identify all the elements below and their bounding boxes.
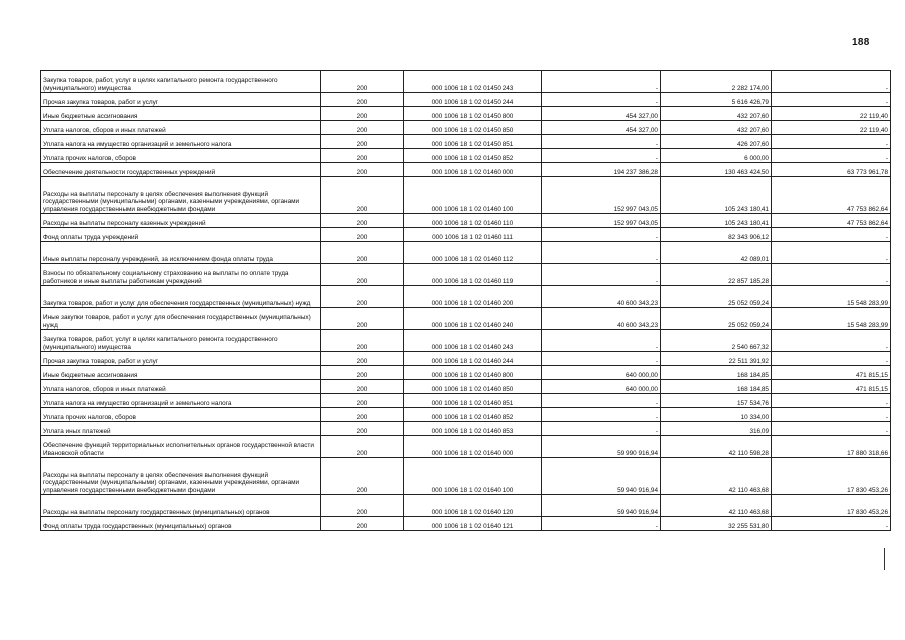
- cell-budget-classification-code: 000 1006 18 1 02 01640 121: [404, 517, 542, 531]
- cell-executed-amount: 432 207,60: [661, 107, 772, 121]
- cell-executed-amount: 157 534,76: [661, 394, 772, 408]
- table-row: [41, 436, 891, 458]
- cell-line-code: 200: [321, 366, 404, 380]
- cell-unexecuted-amount: -: [772, 149, 891, 163]
- cell-executed-amount: 25 052 059,24: [661, 308, 772, 330]
- cell-line-code: 200: [321, 71, 404, 93]
- cell-executed-amount: 32 255 531,80: [661, 517, 772, 531]
- cell-unexecuted-amount: 47 753 862,64: [772, 214, 891, 228]
- cell-executed-amount: 10 334,00: [661, 408, 772, 422]
- cell-budget-classification-code: 000 1006 18 1 02 01460 853: [404, 422, 542, 436]
- cell-unexecuted-amount: -: [772, 394, 891, 408]
- cell-unexecuted-amount: -: [772, 264, 891, 286]
- cell-executed-amount: 168 184,85: [661, 366, 772, 380]
- cell-executed-amount: 82 343 906,12: [661, 228, 772, 242]
- cell-unexecuted-amount: -: [772, 93, 891, 107]
- cell-approved-amount: -: [542, 149, 661, 163]
- cell-approved-amount: 59 940 916,94: [542, 495, 661, 517]
- cell-budget-classification-code: 000 1006 18 1 02 01450 243: [404, 71, 542, 93]
- cell-unexecuted-amount: 471 815,15: [772, 366, 891, 380]
- cell-budget-classification-code: 000 1006 18 1 02 01450 800: [404, 107, 542, 121]
- cell-budget-classification-code: 000 1006 18 1 02 01460 111: [404, 228, 542, 242]
- cell-line-code: 200: [321, 380, 404, 394]
- cell-budget-classification-code: 000 1006 18 1 02 01460 852: [404, 408, 542, 422]
- cell-executed-amount: 316,09: [661, 422, 772, 436]
- cell-expense-name: Уплата иных платежей: [41, 422, 321, 436]
- cell-line-code: 200: [321, 458, 404, 495]
- cell-unexecuted-amount: 22 119,40: [772, 107, 891, 121]
- cell-budget-classification-code: 000 1006 18 1 02 01460 240: [404, 308, 542, 330]
- cell-budget-classification-code: 000 1006 18 1 02 01460 110: [404, 214, 542, 228]
- cell-expense-name: Уплата налогов, сборов и иных платежей: [41, 380, 321, 394]
- table-row: [41, 107, 891, 121]
- cell-unexecuted-amount: -: [772, 228, 891, 242]
- cell-unexecuted-amount: 47 753 862,64: [772, 177, 891, 214]
- cell-executed-amount: 42 110 463,68: [661, 495, 772, 517]
- cell-budget-classification-code: 000 1006 18 1 02 01450 850: [404, 121, 542, 135]
- cell-executed-amount: 130 463 424,50: [661, 163, 772, 177]
- cell-executed-amount: 25 052 059,24: [661, 286, 772, 308]
- cell-expense-name: Прочая закупка товаров, работ и услуг: [41, 93, 321, 107]
- cell-expense-name: Взносы по обязательному социальному страхованию на выплаты по оплате труда работников и иные выплаты работникам учреждений: [41, 264, 321, 286]
- cell-line-code: 200: [321, 228, 404, 242]
- cell-line-code: 200: [321, 264, 404, 286]
- cell-executed-amount: 168 184,85: [661, 380, 772, 394]
- cell-approved-amount: -: [542, 71, 661, 93]
- cell-line-code: 200: [321, 330, 404, 352]
- cell-unexecuted-amount: -: [772, 408, 891, 422]
- cell-unexecuted-amount: -: [772, 242, 891, 264]
- cell-expense-name: Расходы на выплаты персоналу казенных учреждений: [41, 214, 321, 228]
- cell-executed-amount: 2 282 174,00: [661, 71, 772, 93]
- cell-budget-classification-code: 000 1006 18 1 02 01640 000: [404, 436, 542, 458]
- cell-approved-amount: 640 000,00: [542, 380, 661, 394]
- cell-budget-classification-code: 000 1006 18 1 02 01450 851: [404, 135, 542, 149]
- cell-executed-amount: 105 243 180,41: [661, 214, 772, 228]
- cell-executed-amount: 42 110 463,68: [661, 458, 772, 495]
- cell-budget-classification-code: 000 1006 18 1 02 01640 120: [404, 495, 542, 517]
- cell-unexecuted-amount: 63 773 961,78: [772, 163, 891, 177]
- cell-expense-name: Закупка товаров, работ, услуг в целях капитального ремонта государственного (муниципального) имущества: [41, 330, 321, 352]
- table-row: [41, 517, 891, 531]
- cell-line-code: 200: [321, 135, 404, 149]
- cell-line-code: 200: [321, 408, 404, 422]
- cell-approved-amount: 454 327,00: [542, 121, 661, 135]
- table-row: [41, 458, 891, 495]
- table-row: [41, 149, 891, 163]
- budget-execution-table: [40, 70, 891, 531]
- cell-budget-classification-code: 000 1006 18 1 02 01460 000: [404, 163, 542, 177]
- table-row: [41, 93, 891, 107]
- cell-unexecuted-amount: 17 830 453,26: [772, 495, 891, 517]
- table-row: [41, 286, 891, 308]
- cell-approved-amount: -: [542, 408, 661, 422]
- cell-approved-amount: 194 237 386,28: [542, 163, 661, 177]
- cell-line-code: 200: [321, 495, 404, 517]
- cell-approved-amount: 40 600 343,23: [542, 286, 661, 308]
- cell-line-code: 200: [321, 517, 404, 531]
- cell-line-code: 200: [321, 286, 404, 308]
- cell-approved-amount: 640 000,00: [542, 366, 661, 380]
- cell-unexecuted-amount: 17 880 318,66: [772, 436, 891, 458]
- cell-expense-name: Расходы на выплаты персоналу государственных (муниципальных) органов: [41, 495, 321, 517]
- cell-expense-name: Иные бюджетные ассигнования: [41, 107, 321, 121]
- cell-approved-amount: -: [542, 394, 661, 408]
- cell-line-code: 200: [321, 107, 404, 121]
- margin-mark: [884, 548, 885, 570]
- table-row: [41, 366, 891, 380]
- cell-expense-name: Прочая закупка товаров, работ и услуг: [41, 352, 321, 366]
- cell-expense-name: Иные закупки товаров, работ и услуг для обеспечения государственных (муниципальных) нужд: [41, 308, 321, 330]
- cell-executed-amount: 42 089,01: [661, 242, 772, 264]
- cell-line-code: 200: [321, 352, 404, 366]
- cell-expense-name: Фонд оплаты труда учреждений: [41, 228, 321, 242]
- table-row: [41, 408, 891, 422]
- cell-unexecuted-amount: 15 548 283,99: [772, 308, 891, 330]
- cell-budget-classification-code: 000 1006 18 1 02 01640 100: [404, 458, 542, 495]
- cell-executed-amount: 22 511 391,92: [661, 352, 772, 366]
- cell-approved-amount: 59 990 916,94: [542, 436, 661, 458]
- table-row: [41, 214, 891, 228]
- table-body: [41, 71, 891, 531]
- cell-executed-amount: 42 110 598,28: [661, 436, 772, 458]
- cell-line-code: 200: [321, 177, 404, 214]
- cell-line-code: 200: [321, 242, 404, 264]
- cell-approved-amount: -: [542, 352, 661, 366]
- cell-budget-classification-code: 000 1006 18 1 02 01460 100: [404, 177, 542, 214]
- cell-executed-amount: 432 207,60: [661, 121, 772, 135]
- cell-approved-amount: 152 997 043,05: [542, 214, 661, 228]
- cell-budget-classification-code: 000 1006 18 1 02 01450 244: [404, 93, 542, 107]
- cell-approved-amount: -: [542, 264, 661, 286]
- cell-line-code: 200: [321, 149, 404, 163]
- cell-line-code: 200: [321, 214, 404, 228]
- cell-approved-amount: -: [542, 228, 661, 242]
- cell-expense-name: Иные бюджетные ассигнования: [41, 366, 321, 380]
- table-row: [41, 177, 891, 214]
- cell-budget-classification-code: 000 1006 18 1 02 01460 200: [404, 286, 542, 308]
- cell-approved-amount: -: [542, 422, 661, 436]
- cell-expense-name: Уплата прочих налогов, сборов: [41, 149, 321, 163]
- cell-unexecuted-amount: -: [772, 135, 891, 149]
- cell-line-code: 200: [321, 121, 404, 135]
- table-row: [41, 352, 891, 366]
- cell-expense-name: Обеспечение функций территориальных исполнительных органов государственной власти Ивановской области: [41, 436, 321, 458]
- table-row: [41, 264, 891, 286]
- cell-executed-amount: 2 540 667,32: [661, 330, 772, 352]
- cell-unexecuted-amount: 471 815,15: [772, 380, 891, 394]
- cell-budget-classification-code: 000 1006 18 1 02 01460 850: [404, 380, 542, 394]
- cell-budget-classification-code: 000 1006 18 1 02 01460 243: [404, 330, 542, 352]
- cell-budget-classification-code: 000 1006 18 1 02 01460 119: [404, 264, 542, 286]
- cell-line-code: 200: [321, 163, 404, 177]
- cell-budget-classification-code: 000 1006 18 1 02 01450 852: [404, 149, 542, 163]
- cell-unexecuted-amount: -: [772, 422, 891, 436]
- cell-unexecuted-amount: 22 119,40: [772, 121, 891, 135]
- cell-budget-classification-code: 000 1006 18 1 02 01460 112: [404, 242, 542, 264]
- cell-approved-amount: -: [542, 242, 661, 264]
- cell-expense-name: Закупка товаров, работ, услуг в целях капитального ремонта государственного (муниципального) имущества: [41, 71, 321, 93]
- table-row: [41, 495, 891, 517]
- cell-approved-amount: -: [542, 135, 661, 149]
- cell-line-code: 200: [321, 394, 404, 408]
- cell-line-code: 200: [321, 422, 404, 436]
- cell-approved-amount: -: [542, 330, 661, 352]
- cell-unexecuted-amount: -: [772, 71, 891, 93]
- cell-approved-amount: -: [542, 93, 661, 107]
- cell-expense-name: Уплата налога на имущество организаций и земельного налога: [41, 135, 321, 149]
- cell-approved-amount: 152 997 043,05: [542, 177, 661, 214]
- cell-unexecuted-amount: -: [772, 517, 891, 531]
- cell-approved-amount: 40 600 343,23: [542, 308, 661, 330]
- cell-unexecuted-amount: 17 830 453,26: [772, 458, 891, 495]
- table-row: [41, 163, 891, 177]
- table-row: [41, 422, 891, 436]
- table-row: [41, 308, 891, 330]
- cell-executed-amount: 5 616 426,79: [661, 93, 772, 107]
- cell-expense-name: Закупка товаров, работ и услуг для обеспечения государственных (муниципальных) нужд: [41, 286, 321, 308]
- table-row: [41, 121, 891, 135]
- cell-budget-classification-code: 000 1006 18 1 02 01460 244: [404, 352, 542, 366]
- cell-approved-amount: -: [542, 517, 661, 531]
- cell-expense-name: Уплата налога на имущество организаций и земельного налога: [41, 394, 321, 408]
- table-row: [41, 71, 891, 93]
- cell-line-code: 200: [321, 308, 404, 330]
- cell-approved-amount: 59 940 916,94: [542, 458, 661, 495]
- cell-budget-classification-code: 000 1006 18 1 02 01460 800: [404, 366, 542, 380]
- cell-unexecuted-amount: 15 548 283,99: [772, 286, 891, 308]
- cell-budget-classification-code: 000 1006 18 1 02 01460 851: [404, 394, 542, 408]
- table-row: [41, 242, 891, 264]
- cell-expense-name: Уплата налогов, сборов и иных платежей: [41, 121, 321, 135]
- table-row: [41, 380, 891, 394]
- cell-unexecuted-amount: -: [772, 330, 891, 352]
- cell-expense-name: Фонд оплаты труда государственных (муниципальных) органов: [41, 517, 321, 531]
- cell-unexecuted-amount: -: [772, 352, 891, 366]
- cell-approved-amount: 454 327,00: [542, 107, 661, 121]
- table-row: [41, 228, 891, 242]
- cell-expense-name: Расходы на выплаты персоналу в целях обеспечения выполнения функций государственными (муниципальными) органами, казенными учреждениями, органами управления государственными внебюджетными фондами: [41, 458, 321, 495]
- cell-expense-name: Уплата прочих налогов, сборов: [41, 408, 321, 422]
- cell-executed-amount: 22 857 185,28: [661, 264, 772, 286]
- cell-line-code: 200: [321, 436, 404, 458]
- cell-executed-amount: 105 243 180,41: [661, 177, 772, 214]
- table-row: [41, 394, 891, 408]
- cell-line-code: 200: [321, 93, 404, 107]
- table-row: [41, 135, 891, 149]
- cell-expense-name: Иные выплаты персоналу учреждений, за исключением фонда оплаты труда: [41, 242, 321, 264]
- cell-executed-amount: 426 207,60: [661, 135, 772, 149]
- page-number: 188: [852, 37, 870, 48]
- cell-expense-name: Обеспечение деятельности государственных учреждений: [41, 163, 321, 177]
- table-row: [41, 330, 891, 352]
- cell-expense-name: Расходы на выплаты персоналу в целях обеспечения выполнения функций государственными (муниципальными) органами, казенными учреждениями, органами управления государственными внебюджетными фондами: [41, 177, 321, 214]
- cell-executed-amount: 6 000,00: [661, 149, 772, 163]
